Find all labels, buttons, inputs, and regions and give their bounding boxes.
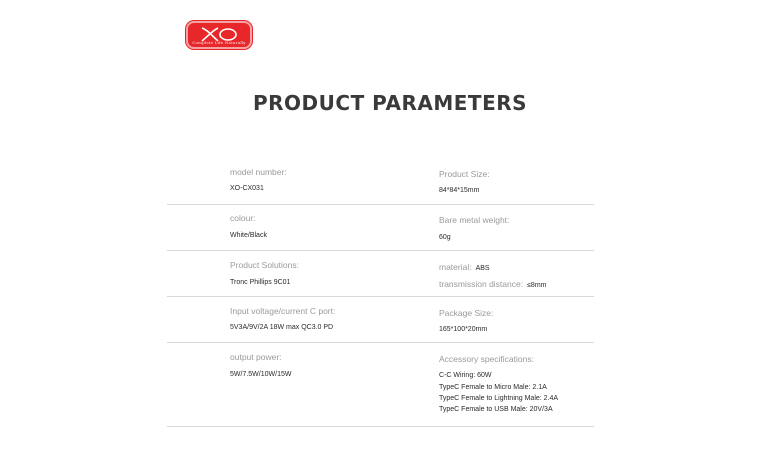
- param-value-colour: White/Black: [230, 232, 267, 239]
- param-label-solutions: Product Solutions:: [230, 260, 299, 270]
- distance-label: transmission distance:: [439, 279, 524, 289]
- row-divider: [167, 296, 594, 297]
- param-label-accessory: Accessory specifications:: [439, 354, 534, 364]
- param-value-solutions: Tronc Phillips 9C01: [230, 279, 291, 286]
- param-label-output: output power:: [230, 352, 282, 362]
- param-label-weight: Bare metal weight:: [439, 215, 510, 225]
- page-title: PRODUCT PARAMETERS: [253, 91, 528, 115]
- param-value-size: 84*84*15mm: [439, 187, 480, 194]
- material-value: ABS: [475, 265, 490, 272]
- row-divider: [167, 342, 594, 343]
- brand-logo: [186, 21, 252, 49]
- param-value-model: XO-CX031: [230, 185, 264, 192]
- accessory-line: TypeC Female to USB Male: 20V/3A: [439, 406, 553, 413]
- logo-tagline: Complete Life Naturally: [192, 40, 246, 45]
- param-label-material: [439, 262, 490, 272]
- param-label-colour: colour:: [230, 213, 256, 223]
- param-label-input: Input voltage/current C port:: [230, 306, 336, 316]
- param-label-package: Package Size:: [439, 308, 494, 318]
- param-value-input: 5V3A/9V/2A 18W max QC3.0 PD: [230, 324, 334, 331]
- row-divider: [167, 426, 594, 427]
- accessory-line: C-C Wiring: 60W: [439, 372, 492, 379]
- distance-value: ≤8mm: [527, 282, 547, 289]
- param-label-model: model number:: [230, 167, 287, 177]
- param-label-distance: [439, 279, 547, 289]
- row-divider: [167, 204, 594, 205]
- param-value-package: 165*100*20mm: [439, 326, 488, 333]
- accessory-line: TypeC Female to Lightning Male: 2.4A: [439, 395, 559, 402]
- param-value-weight: 60g: [439, 234, 451, 241]
- accessory-line: TypeC Female to Micro Male: 2.1A: [439, 384, 547, 391]
- param-label-size: Product Size:: [439, 169, 490, 179]
- row-divider: [167, 250, 594, 251]
- param-value-output: 5W/7.5W/10W/15W: [230, 371, 292, 378]
- material-label: material:: [439, 262, 472, 272]
